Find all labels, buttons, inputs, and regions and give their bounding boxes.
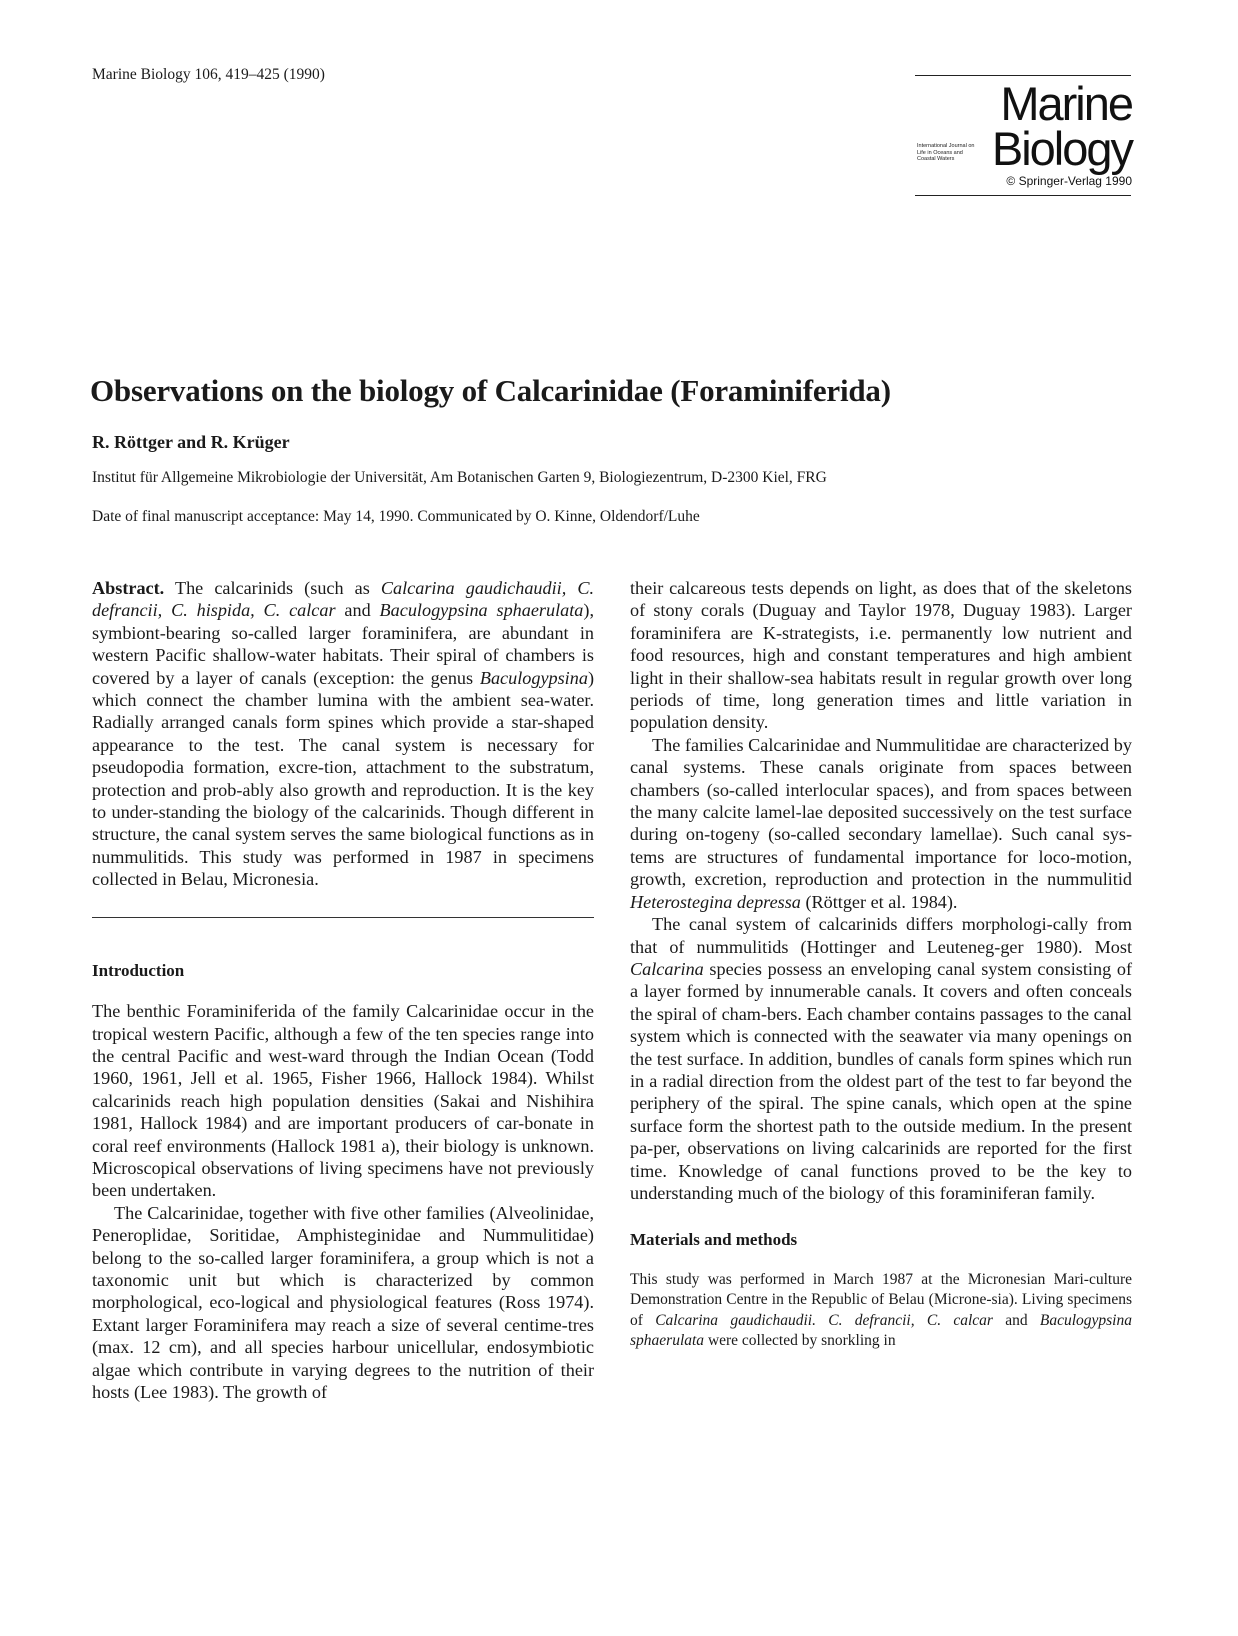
- abstract-text: and: [335, 600, 380, 621]
- paragraph-text: (Röttger et al. 1984).: [800, 891, 958, 912]
- paragraph-text: were collected by snorkling in: [704, 1332, 896, 1350]
- intro-paragraph-3: [630, 734, 1132, 913]
- paragraph-text: and: [992, 1311, 1040, 1329]
- paragraph-text: species possess an enveloping canal system consisting of a layer formed by innumerable canals. It covers and often conceals the spiral of cham-bers. Each chamber contains passages to the canal system which is connected with the seawater via many openings on the test surface. In addition, bundles of canals form spines which run in a radial direction from the oldest part of the test to far beyond the periphery of the spiral. The spine canals, which open at the spine surface form the shortest path to the outside medium. In the present pa-per, observations on living calcarinids are reported for the first time. Knowledge of canal functions proved to be the key to understanding much of the biology of this foraminiferan family.: [630, 958, 1132, 1203]
- paragraph-text: The canal system of calcarinids differs morphologi-cally from that of nummulitids (Hottinger and Leuteneg-ger 1980). Most: [630, 914, 1132, 957]
- abstract-species: Baculogypsina: [479, 667, 588, 688]
- introduction-heading: Introduction: [92, 960, 185, 980]
- materials-paragraph: [630, 1270, 1132, 1352]
- logo-tagline: International Journal on Life in Oceans and Coastal Waters: [917, 143, 975, 162]
- left-column: [92, 577, 594, 1403]
- journal-citation: Marine Biology 106, 419–425 (1990): [92, 66, 325, 83]
- article-title: Observations on the biology of Calcarinidae (Foraminiferida): [90, 373, 891, 408]
- intro-paragraph-2: The Calcarinidae, together with five other families (Alveolinidae, Peneroplidae, Soritidae, Amphisteginidae and Nummulitidae) belong to the so-called larger foraminifera, a group which is not a taxonomic unit but which is characterized by common morphological, eco-logical and physiological features (Ross 1974). Extant larger Foraminifera may reach a size of several centime-tres (max. 12 cm), and all species harbour unicellular, endosymbiotic algae which contribute in varying degrees to the nutrition of their hosts (Lee 1983). The growth of: [92, 1202, 594, 1402]
- abstract-species: Calcarina gaudichaudii, C. defrancii, C. hispida, C. calcar: [92, 578, 595, 621]
- article-authors: R. Röttger and R. Krüger: [92, 432, 290, 452]
- materials-methods-heading: Materials and methods: [630, 1230, 798, 1250]
- logo-rule-top: [915, 75, 1131, 76]
- abstract-species: Baculogypsina sphaerulata: [379, 600, 584, 621]
- logo-word-biology: Biology: [991, 122, 1132, 175]
- abstract-text: The calcarinids (such as: [164, 578, 381, 598]
- intro-paragraph-1: The benthic Foraminiferida of the family Calcarinidae occur in the tropical western Pacific, although a few of the ten species range into the central Pacific and west-ward through the Indian Ocean (Todd 1960, 1961, Jell et al. 1965, Fisher 1966, Hallock 1984). Whilst calcarinids reach high population densities (Sakai and Nishihira 1981, Hallock 1984) and are important producers of car-bonate in coral reef environments (Hallock 1981 a), their biology is unknown. Microscopical observations of living specimens have not previously been undertaken.: [92, 1001, 594, 1201]
- species-name: Baculogypsina sphaerulata: [630, 1311, 1132, 1350]
- right-column: [630, 577, 1132, 1352]
- species-name: Calcarina gaudichaudii. C. defrancii, C. calcar: [655, 1311, 993, 1329]
- abstract-divider: [92, 917, 594, 918]
- logo-copyright: © Springer-Verlag 1990: [1006, 174, 1132, 188]
- abstract-text: ), symbiont-bearing so-called larger foraminifera, are abundant in western Pacific shallow-water habitats. Their spiral of chambers is covered by a layer of canals (exception: the genus: [92, 600, 595, 688]
- intro-paragraph-2-continued: their calcareous tests depends on light, as does that of the skeletons of stony corals (Duguay and Taylor 1978, Duguay 1983). Larger foraminifera are K-strategists, i.e. permanently low nutrient and food resources, high and constant temperatures and high ambient light in their shallow-sea habitats result in regular growth over long periods of time, long generation times and little variation in population density.: [630, 578, 1132, 733]
- paragraph-text: This study was performed in March 1987 at the Micronesian Mari-culture Demonstration Centre in the Republic of Belau (Microne-sia). Living specimens of: [630, 1270, 1132, 1329]
- author-affiliation: Institut für Allgemeine Mikrobiologie der Universität, Am Botanischen Garten 9, Biologiezentrum, D-2300 Kiel, FRG: [92, 469, 827, 486]
- logo-word-marine: Marine: [1000, 77, 1132, 130]
- abstract-paragraph: [92, 577, 594, 891]
- manuscript-dates: Date of final manuscript acceptance: May 14, 1990. Communicated by O. Kinne, Oldendorf/Luhe: [92, 508, 700, 525]
- species-name: Heterostegina depressa: [630, 891, 801, 912]
- abstract-label: Abstract.: [92, 578, 165, 598]
- logo-rule-bottom: [915, 195, 1131, 196]
- intro-paragraph-4: [630, 913, 1132, 1204]
- paragraph-text: The families Calcarinidae and Nummulitidae are characterized by canal systems. These canals originate from spaces between chambers (so-called interlocular spaces), and from spaces between the many calcite lamel-lae deposited successively on the test surface during on-togeny (so-called secondary lamellae). Such canal sys-tems are structures of fundamental importance for loco-motion, growth, excretion, reproduction and protection in the nummulitid: [630, 734, 1132, 890]
- abstract-text: ) which connect the chamber lumina with the ambient sea-water. Radially arranged canals form spines which provide a star-shaped appearance to the test. The canal system is necessary for pseudopodia formation, excre-tion, attachment to the substratum, protection and prob-ably also growth and reproduction. It is the key to under-standing the biology of the calcarinids. Though different in structure, the canal system serves the same biological functions as in nummulitids. This study was performed in 1987 in specimens collected in Belau, Micronesia.: [92, 667, 594, 890]
- genus-name: Calcarina: [630, 958, 704, 979]
